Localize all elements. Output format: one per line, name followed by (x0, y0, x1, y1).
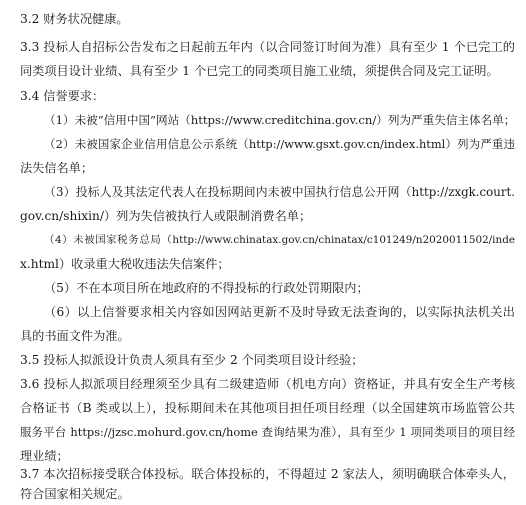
clause-3-2: 3.2 财务状况健康。 (20, 12, 129, 26)
credit-item-2-line-1: （2）未被国家企业信用信息公示系统（http://www.gsxt.gov.cn/index.html）列为严重违 (44, 137, 515, 151)
clause-3-6-line-4: 理业绩； (20, 449, 69, 463)
clause-3-6-line-1: 3.6 投标人拟派项目经理须至少具有二级建造师（机电方向）资格证，并具有安全生产考核 (20, 377, 515, 391)
clause-3-6-line-3: 服务平台 https://jzsc.mohurd.gov.cn/home 查询结果为准），具有至少 1 项同类项目的项目经 (20, 425, 515, 439)
credit-item-2-line-2: 法失信名单； (20, 161, 94, 175)
clause-3-7-line-2: 符合国家相关规定。 (20, 487, 130, 501)
credit-item-4-line-2: x.html）收录重大税收违法失信案件； (20, 257, 230, 271)
credit-item-6-line-2: 具的书面文件为准。 (20, 329, 130, 343)
credit-item-6-line-1: （6）以上信誉要求相关内容如因网站更新不及时导致无法查询的，以实际执法机关出 (44, 305, 515, 319)
clause-3-4-heading: 3.4 信誉要求： (20, 89, 105, 103)
credit-item-4-line-1: （4）未被国家税务总局（http://www.chinatax.gov.cn/chinatax/c101249/n2020011502/inde (44, 234, 515, 246)
clause-3-6-line-2: 合格证书（B 类或以上），投标期间未在其他项目担任项目经理（以全国建筑市场监管公共 (20, 401, 515, 415)
clause-3-5: 3.5 投标人拟派设计负责人须具有至少 2 个同类项目设计经验； (20, 353, 364, 367)
credit-item-1: （1）未被“信用中国”网站（https://www.creditchina.gov.cn/）列为严重失信主体名单； (44, 113, 515, 127)
clause-3-3-line-2: 同类项目设计业绩、具有至少 1 个已完工的同类项目施工业绩，须提供合同及完工证明。 (20, 64, 499, 78)
credit-item-5: （5）不在本项目所在地政府的不得投标的行政处罚期限内； (44, 281, 369, 295)
clause-3-3-line-1: 3.3 投标人自招标公告发布之日起前五年内（以合同签订时间为准）具有至少 1 个已完工的 (20, 40, 515, 54)
credit-item-3-line-2: gov.cn/shixin/）列为失信被执行人或限制消费名单； (20, 209, 312, 223)
credit-item-3-line-1: （3）投标人及其法定代表人在投标期间内未被中国执行信息公开网（http://zxgk.court. (44, 185, 515, 199)
clause-3-7-line-1: 3.7 本次招标接受联合体投标。联合体投标的，不得超过 2 家法人，须明确联合体牵头人， (20, 467, 515, 481)
